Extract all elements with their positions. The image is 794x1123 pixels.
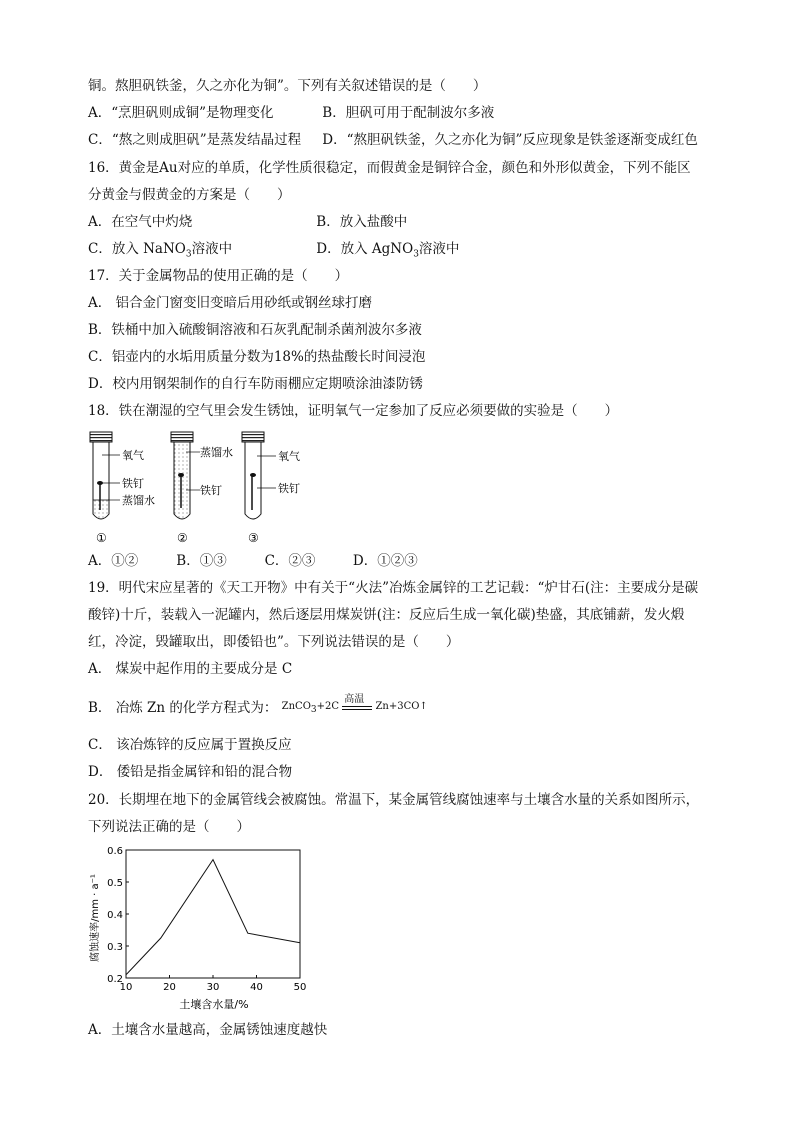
q16-stem-line2: 分黄金与假黄金的方案是（ ）: [88, 187, 291, 203]
q19-stem-line1: 19．明代宋应星著的《天工开物》中有关于“火法”冶炼金属锌的工艺记载：“炉甘石(注：主要成分是碳: [88, 580, 699, 596]
tube2-label-water: 蒸馏水: [200, 446, 233, 459]
q19-option-a: A． 煤炭中起作用的主要成分是 C: [88, 661, 293, 677]
corrosion-rate-line: [126, 860, 300, 975]
tube1-label-nail: 铁钉: [122, 477, 144, 490]
q17-option-c: C．铝壶内的水垢用质量分数为18%的热盐酸长时间浸泡: [88, 349, 426, 365]
q15-options-row2: [88, 130, 698, 150]
q18-stem: 18．铁在潮湿的空气里会发生锈蚀，证明氧气一定参加了反应必须要做的实验是（ ）: [88, 403, 619, 419]
test-tubes-figure: [86, 428, 326, 546]
q15-option-b: B．胆矾可用于配制波尔多液: [322, 105, 495, 121]
reaction-condition-arrow: 高温: [342, 700, 372, 714]
tube2-number: ②: [177, 531, 188, 545]
chart-axes: [126, 850, 300, 978]
test-tube-1: [90, 432, 155, 545]
chart-ticks: [107, 846, 306, 993]
q16-option-b: B．放入盐酸中: [316, 214, 408, 230]
x-tick-label: 30: [206, 982, 220, 993]
y-tick-label: 0.2: [107, 974, 123, 985]
q19-stem-line3: 红，冷淀，毁罐取出，即倭铅也”。下列说法错误的是（ ）: [88, 634, 460, 650]
q20-stem-line2: 下列说法正确的是（ ）: [88, 819, 250, 835]
q19-equation: ZnCO$_3$+2C 高温 Zn+3CO↑: [281, 693, 428, 715]
y-tick-label: 0.4: [107, 910, 123, 921]
y-tick-label: 0.6: [107, 846, 123, 857]
x-tick-label: 20: [163, 982, 176, 993]
q16-options-row2: [88, 239, 459, 265]
q18-option-a: A．①②: [88, 553, 139, 569]
q19-option-c: C． 该冶炼锌的反应属于置换反应: [88, 737, 292, 753]
tube1-number: ①: [96, 531, 107, 545]
y-tick-label: 0.5: [107, 878, 123, 889]
q15-option-c: C．“熬之则成胆矾”是蒸发结晶过程: [88, 132, 302, 148]
q16-option-d: D．放入 AgNO$_3$溶液中: [316, 241, 460, 260]
q16-options-row1: [88, 212, 407, 232]
y-tick-label: 0.3: [107, 942, 123, 953]
q17-stem: 17．关于金属物品的使用正确的是（ ）: [88, 268, 349, 284]
q19-stem-line2: 酸锌)十斤，装载入一泥罐内，然后逐层用煤炭饼(注：反应后生成一氧化碳)垫盛，其底铺薪，发火煅: [88, 607, 685, 623]
q18-options-row: [88, 551, 418, 571]
q16-stem-line1: 16．黄金是Au对应的单质，化学性质很稳定，而假黄金是铜锌合金，颜色和外形似黄金，下列不能区: [88, 160, 691, 176]
q19-option-d: D． 倭铅是指金属锌和铅的混合物: [88, 764, 293, 780]
x-tick-label: 50: [293, 982, 307, 993]
corrosion-rate-chart: [84, 838, 314, 1016]
tube1-label-water: 蒸馏水: [122, 494, 155, 507]
q16-option-c: C．放入 NaNO$_3$溶液中: [88, 241, 233, 260]
x-tick-label: 40: [250, 982, 263, 993]
tube3-number: ③: [248, 531, 259, 545]
test-tube-3: [242, 432, 300, 545]
q18-option-c: C．②③: [264, 553, 316, 569]
q20-stem-line1: 20．长期埋在地下的金属管线会被腐蚀。常温下，某金属管线腐蚀速率与土壤含水量的关系如图所示，: [88, 792, 700, 808]
q17-option-d: D．校内用钢架制作的自行车防雨棚应定期喷涂油漆防锈: [88, 376, 423, 392]
chart-frame: [126, 850, 300, 978]
q15-stem-line: 铜。熬胆矾铁釜，久之亦化为铜”。下列有关叙述错误的是（ ）: [88, 78, 487, 94]
q15-option-a: A．“烹胆矾则成铜”是物理变化: [88, 105, 274, 121]
q17-option-b: B．铁桶中加入硫酸铜溶液和石灰乳配制杀菌剂波尔多液: [88, 322, 422, 338]
q18-option-d: D．①②③: [352, 553, 418, 569]
chart-x-axis-label: 土壤含水量/%: [179, 998, 249, 1011]
tube2-label-nail: 铁钉: [200, 484, 222, 497]
q16-option-a: A．在空气中灼烧: [88, 214, 193, 230]
tube3-label-nail: 铁钉: [278, 482, 300, 495]
tube3-label-oxygen: 氧气: [278, 450, 300, 463]
chart-y-axis-label: 腐蚀速率/mm · a⁻¹: [90, 874, 101, 962]
x-tick-label: 10: [119, 982, 133, 993]
tube1-label-oxygen: 氧气: [122, 449, 144, 462]
q19-option-b: B． 冶炼 Zn 的化学方程式为： ZnCO$_3$+2C 高温 Zn+3CO↑: [88, 697, 428, 720]
q17-option-a: A． 铝合金门窗变旧变暗后用砂纸或钢丝球打磨: [88, 295, 373, 311]
q18-option-b: B．①③: [176, 553, 227, 569]
q20-option-a: A．土壤含水量越高，金属锈蚀速度越快: [88, 1022, 328, 1038]
q15-options-row1: [88, 103, 494, 123]
q15-option-d: D．“熬胆矾铁釜，久之亦化为铜”反应现象是铁釜逐渐变成红色: [322, 132, 698, 148]
test-tube-2: [171, 432, 233, 545]
